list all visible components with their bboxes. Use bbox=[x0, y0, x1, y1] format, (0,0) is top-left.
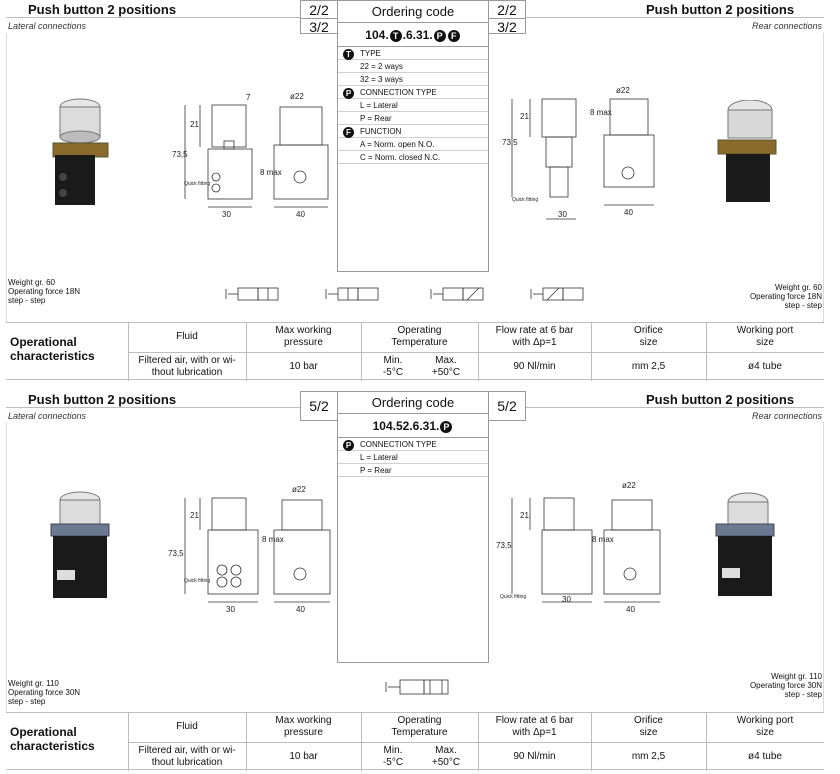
top-left-title: Push button 2 positions bbox=[28, 2, 177, 17]
func-opt-c: C = Norm. closed N.C. bbox=[338, 151, 488, 164]
conn-opt-l-bottom: L = Lateral bbox=[338, 451, 488, 464]
drawing-top-lateral bbox=[160, 85, 340, 225]
top-right-subtitle: Rear connections bbox=[751, 21, 822, 31]
section-connection-bottom: P CONNECTION TYPE bbox=[338, 438, 488, 451]
conn-opt-p: P = Rear bbox=[338, 112, 488, 125]
product-photo-top-right bbox=[712, 100, 782, 210]
section-connection: P CONNECTION TYPE bbox=[338, 86, 488, 99]
svg-text:ø22: ø22 bbox=[292, 485, 306, 494]
ways-5-2-right: 5/2 bbox=[497, 398, 517, 414]
svg-text:73,5: 73,5 bbox=[172, 150, 188, 159]
bottom-operational-table: Operational characteristics Fluid Max working pressure Operating Temperature Flow rate at 6 bar with Δp=1 Orifice size Working port size Filtered air, with or wi- thout lubrication 10 bar Min. -5°C Max. +50°C 90 Nl/min mm 2,5 ø4 tube bbox=[6, 712, 824, 770]
pneumatic-symbol-5-2 bbox=[380, 668, 460, 708]
svg-text:21: 21 bbox=[190, 511, 199, 520]
svg-text:8 max: 8 max bbox=[592, 535, 614, 544]
top-right-title: Push button 2 positions bbox=[646, 2, 795, 17]
product-photo-bottom-left bbox=[45, 488, 115, 608]
svg-text:8 max: 8 max bbox=[260, 168, 282, 177]
bottom-right-weight: Weight gr. 110 Operating force 30N step - step bbox=[749, 672, 822, 699]
svg-text:Quick fitting: Quick fitting bbox=[184, 181, 211, 187]
bottom-right-subtitle: Rear connections bbox=[751, 411, 822, 421]
ordering-code-value-bottom: 104.52.6.31. P bbox=[338, 414, 488, 438]
ordering-head-bottom: Ordering code bbox=[338, 392, 488, 414]
bottom-left-title: Push button 2 positions bbox=[28, 392, 177, 407]
ways-3-2: 3/2 bbox=[301, 18, 337, 35]
section-function: F FUNCTION bbox=[338, 125, 488, 138]
ways-2-2-right: 2/2 bbox=[497, 2, 517, 18]
type-opt-22: 22 = 2 ways bbox=[338, 60, 488, 73]
bottom-right-ways-box bbox=[488, 391, 526, 421]
drawing-top-rear bbox=[500, 85, 680, 225]
top-right-ways-box bbox=[488, 0, 526, 34]
conn-opt-l: L = Lateral bbox=[338, 99, 488, 112]
bottom-ordering-code bbox=[337, 391, 489, 663]
svg-text:Quick fitting: Quick fitting bbox=[512, 197, 539, 203]
svg-text:ø22: ø22 bbox=[290, 92, 304, 101]
top-left-weight: Weight gr. 60 Operating force 18N step - step bbox=[8, 278, 81, 305]
top-left-subtitle: Lateral connections bbox=[8, 21, 87, 31]
svg-text:7: 7 bbox=[246, 93, 251, 102]
product-photo-bottom-right bbox=[710, 492, 780, 602]
svg-text:Quick fitting: Quick fitting bbox=[500, 594, 527, 600]
drawing-bottom-lateral bbox=[160, 478, 340, 618]
svg-text:Quick fitting: Quick fitting bbox=[184, 578, 211, 584]
top-ordering-code bbox=[337, 0, 489, 272]
top-left-ways-box bbox=[300, 0, 338, 34]
svg-text:21: 21 bbox=[190, 120, 199, 129]
ways-3-2-right: 3/2 bbox=[489, 18, 525, 35]
top-operational-table: Operational characteristics Fluid Max working pressure Operating Temperature Flow rate at 6 bar with Δp=1 Orifice size Working port size Filtered air, with or wi- thout lubrication 10 bar Min. -5°C Max. +50°C 90 Nl/min mm 2,5 ø4 tube bbox=[6, 322, 824, 380]
svg-text:40: 40 bbox=[626, 605, 635, 614]
badge-t: T bbox=[390, 30, 402, 42]
ordering-code-value: 104. T .6.31. P F bbox=[338, 23, 488, 47]
svg-text:40: 40 bbox=[296, 210, 305, 219]
section-type: T TYPE bbox=[338, 47, 488, 60]
func-opt-a: A = Norm. open N.O. bbox=[338, 138, 488, 151]
drawing-bottom-rear bbox=[490, 478, 670, 618]
svg-text:8 max: 8 max bbox=[262, 535, 284, 544]
svg-text:8 max: 8 max bbox=[590, 108, 612, 117]
svg-text:73,5: 73,5 bbox=[502, 138, 518, 147]
ways-5-2: 5/2 bbox=[309, 398, 329, 414]
type-opt-32: 32 = 3 ways bbox=[338, 73, 488, 86]
svg-text:73,5: 73,5 bbox=[168, 549, 184, 558]
svg-text:73,5: 73,5 bbox=[496, 541, 512, 550]
svg-text:21: 21 bbox=[520, 112, 529, 121]
svg-text:30: 30 bbox=[226, 605, 235, 614]
ways-2-2: 2/2 bbox=[309, 2, 329, 18]
badge-p-bottom: P bbox=[440, 421, 452, 433]
svg-text:ø22: ø22 bbox=[616, 86, 630, 95]
badge-f: F bbox=[448, 30, 460, 42]
svg-text:30: 30 bbox=[222, 210, 231, 219]
bottom-left-subtitle: Lateral connections bbox=[8, 411, 87, 421]
conn-opt-p-bottom: P = Rear bbox=[338, 464, 488, 477]
bottom-left-weight: Weight gr. 110 Operating force 30N step - step bbox=[8, 679, 81, 706]
svg-text:30: 30 bbox=[558, 210, 567, 219]
svg-text:40: 40 bbox=[624, 208, 633, 217]
bottom-right-title: Push button 2 positions bbox=[646, 392, 795, 407]
pneumatic-symbols-top bbox=[220, 276, 620, 316]
ops-label: Operational characteristics bbox=[10, 335, 95, 363]
svg-text:ø22: ø22 bbox=[622, 481, 636, 490]
svg-text:30: 30 bbox=[562, 595, 571, 604]
svg-text:21: 21 bbox=[520, 511, 529, 520]
svg-text:40: 40 bbox=[296, 605, 305, 614]
top-right-weight: Weight gr. 60 Operating force 18N step - step bbox=[749, 283, 822, 310]
badge-p: P bbox=[434, 30, 446, 42]
ordering-head: Ordering code bbox=[338, 1, 488, 23]
product-photo-top-left bbox=[45, 95, 115, 215]
bottom-left-ways-box bbox=[300, 391, 338, 421]
